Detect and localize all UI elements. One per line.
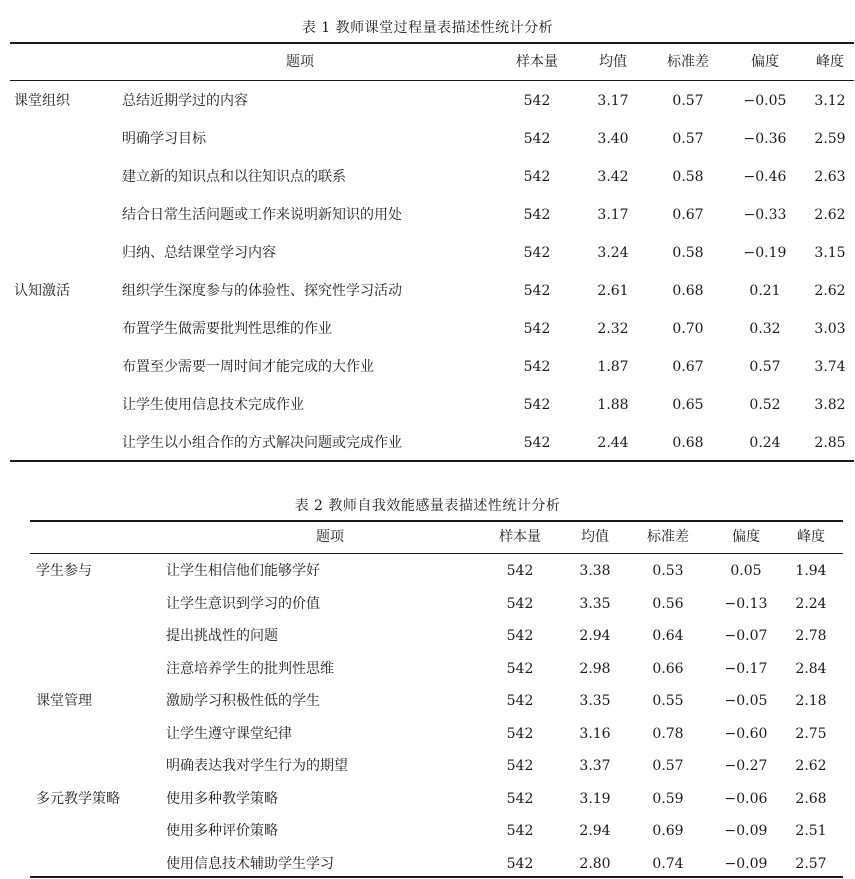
cell-sd: 0.58 xyxy=(672,169,704,185)
cell-mean: 2.94 xyxy=(579,628,611,644)
cell-sd: 0.70 xyxy=(672,321,704,337)
cell-mean: 2.32 xyxy=(597,321,629,337)
cell-skew: −0.46 xyxy=(743,169,787,185)
cell-kurt: 2.57 xyxy=(795,855,827,872)
header-kurt: 峰度 xyxy=(816,54,844,70)
cell-n: 542 xyxy=(506,823,534,839)
row-group-label: 认知激活 xyxy=(14,283,70,299)
cell-kurt: 2.24 xyxy=(795,595,827,612)
table-row xyxy=(0,319,855,339)
row-item-label: 让学生使用信息技术完成作业 xyxy=(122,397,304,413)
cell-mean: 1.88 xyxy=(597,397,629,413)
cell-kurt: 2.51 xyxy=(795,823,827,839)
table-row xyxy=(0,789,855,809)
table-row xyxy=(0,433,855,453)
row-item-label: 结合日常生活问题或工作来说明新知识的用处 xyxy=(122,207,402,223)
cell-kurt: 3.12 xyxy=(814,93,846,109)
cell-n: 542 xyxy=(506,660,534,677)
row-group-label: 学生参与 xyxy=(36,563,92,579)
header-n: 样本量 xyxy=(499,529,541,545)
cell-skew: 0.52 xyxy=(749,397,781,413)
cell-n: 542 xyxy=(506,855,534,872)
cell-sd: 0.67 xyxy=(672,359,704,375)
row-item-label: 明确表达我对学生行为的期望 xyxy=(166,758,348,774)
row-item-label: 总结近期学过的内容 xyxy=(122,93,248,109)
cell-n: 542 xyxy=(506,563,534,579)
row-item-label: 提出挑战性的问题 xyxy=(166,628,278,644)
table-row xyxy=(0,724,855,744)
cell-n: 542 xyxy=(506,628,534,644)
row-item-label: 建立新的知识点和以往知识点的联系 xyxy=(122,169,346,185)
cell-sd: 0.53 xyxy=(652,563,684,579)
cell-kurt: 3.03 xyxy=(814,321,846,337)
cell-skew: −0.09 xyxy=(724,823,768,839)
row-item-label: 归纳、总结课堂学习内容 xyxy=(122,245,276,261)
cell-kurt: 2.62 xyxy=(814,207,846,223)
row-group-label: 课堂管理 xyxy=(36,693,92,709)
cell-mean: 3.38 xyxy=(579,563,611,579)
table2-bottom-rule xyxy=(30,876,843,878)
cell-mean: 3.17 xyxy=(597,207,629,223)
cell-n: 542 xyxy=(523,207,551,223)
cell-sd: 0.66 xyxy=(652,660,684,677)
cell-skew: −0.27 xyxy=(724,758,768,774)
cell-n: 542 xyxy=(523,245,551,261)
cell-mean: 3.40 xyxy=(597,131,629,147)
cell-mean: 3.42 xyxy=(597,169,629,185)
cell-kurt: 2.62 xyxy=(814,283,846,299)
header-mean: 均值 xyxy=(599,54,627,70)
header-skew: 偏度 xyxy=(732,529,760,545)
cell-mean: 2.44 xyxy=(597,435,629,451)
cell-sd: 0.68 xyxy=(672,435,704,451)
cell-n: 542 xyxy=(523,131,551,147)
header-item: 题项 xyxy=(286,54,314,70)
table-row xyxy=(0,594,855,614)
table-row xyxy=(0,756,855,776)
cell-skew: 0.32 xyxy=(749,321,781,337)
table-row xyxy=(0,129,855,149)
cell-n: 542 xyxy=(523,93,551,109)
cell-n: 542 xyxy=(506,758,534,774)
cell-n: 542 xyxy=(523,397,551,413)
table2-caption: 表 2 教师自我效能感量表描述性统计分析 xyxy=(294,498,561,514)
row-group-label: 课堂组织 xyxy=(14,93,70,109)
cell-skew: −0.13 xyxy=(724,595,768,612)
header-mean: 均值 xyxy=(581,529,609,545)
cell-n: 542 xyxy=(523,321,551,337)
table-row xyxy=(0,205,855,225)
table2-header-row xyxy=(0,527,855,547)
cell-mean: 3.16 xyxy=(579,725,611,742)
cell-kurt: 2.85 xyxy=(814,435,846,451)
cell-skew: −0.07 xyxy=(724,628,768,644)
cell-sd: 0.59 xyxy=(652,790,684,807)
table-row xyxy=(0,691,855,711)
row-item-label: 激励学习积极性低的学生 xyxy=(166,693,320,709)
cell-mean: 3.24 xyxy=(597,245,629,261)
table1-header-rule xyxy=(10,80,854,81)
cell-mean: 2.61 xyxy=(597,283,629,299)
table1-caption: 表 1 教师课堂过程量表描述性统计分析 xyxy=(301,20,554,36)
cell-n: 542 xyxy=(523,283,551,299)
cell-sd: 0.64 xyxy=(652,628,684,644)
table-row xyxy=(0,167,855,187)
cell-sd: 0.69 xyxy=(652,823,684,839)
cell-skew: −0.09 xyxy=(724,855,768,872)
header-skew: 偏度 xyxy=(751,54,779,70)
row-item-label: 注意培养学生的批判性思维 xyxy=(166,660,334,677)
cell-sd: 0.56 xyxy=(652,595,684,612)
cell-sd: 0.74 xyxy=(652,855,684,872)
cell-skew: −0.19 xyxy=(743,245,787,261)
cell-sd: 0.57 xyxy=(652,758,684,774)
cell-kurt: 3.82 xyxy=(814,397,846,413)
row-item-label: 让学生相信他们能够学好 xyxy=(166,563,320,579)
cell-skew: −0.17 xyxy=(724,660,768,677)
row-item-label: 让学生意识到学习的价值 xyxy=(166,595,320,612)
cell-sd: 0.68 xyxy=(672,283,704,299)
header-kurt: 峰度 xyxy=(797,529,825,545)
cell-kurt: 2.78 xyxy=(795,628,827,644)
cell-sd: 0.55 xyxy=(652,693,684,709)
cell-mean: 1.87 xyxy=(597,359,629,375)
cell-sd: 0.57 xyxy=(672,131,704,147)
row-item-label: 布置至少需要一周时间才能完成的大作业 xyxy=(122,359,374,375)
cell-sd: 0.58 xyxy=(672,245,704,261)
header-sd: 标准差 xyxy=(647,529,689,545)
cell-mean: 2.98 xyxy=(579,660,611,677)
cell-skew: −0.05 xyxy=(724,693,768,709)
cell-kurt: 2.62 xyxy=(795,758,827,774)
row-item-label: 使用多种评价策略 xyxy=(166,823,278,839)
table1-bottom-rule xyxy=(10,460,854,462)
cell-skew: 0.57 xyxy=(749,359,781,375)
table-row xyxy=(0,659,855,679)
table-row xyxy=(0,91,855,111)
table2-header-rule xyxy=(30,553,843,554)
row-item-label: 使用多种教学策略 xyxy=(166,790,278,807)
cell-sd: 0.65 xyxy=(672,397,704,413)
cell-mean: 3.19 xyxy=(579,790,611,807)
cell-mean: 3.37 xyxy=(579,758,611,774)
row-item-label: 布置学生做需要批判性思维的作业 xyxy=(122,321,332,337)
table-row xyxy=(0,854,855,874)
cell-sd: 0.67 xyxy=(672,207,704,223)
table1-top-rule xyxy=(10,42,854,44)
cell-skew: −0.06 xyxy=(724,790,768,807)
cell-n: 542 xyxy=(506,790,534,807)
header-sd: 标准差 xyxy=(667,54,709,70)
cell-n: 542 xyxy=(506,693,534,709)
header-item: 题项 xyxy=(316,529,344,545)
cell-mean: 3.17 xyxy=(597,93,629,109)
cell-kurt: 1.94 xyxy=(795,563,827,579)
cell-n: 542 xyxy=(523,435,551,451)
cell-sd: 0.57 xyxy=(672,93,704,109)
cell-skew: 0.21 xyxy=(749,283,781,299)
table-row xyxy=(0,395,855,415)
row-item-label: 组织学生深度参与的体验性、探究性学习活动 xyxy=(122,283,402,299)
table-row xyxy=(0,281,855,301)
cell-n: 542 xyxy=(523,359,551,375)
table1-header-row xyxy=(0,52,855,72)
cell-skew: 0.05 xyxy=(730,563,762,579)
cell-kurt: 2.18 xyxy=(795,693,827,709)
cell-n: 542 xyxy=(506,595,534,612)
cell-kurt: 2.75 xyxy=(795,725,827,742)
header-n: 样本量 xyxy=(516,54,558,70)
cell-skew: −0.60 xyxy=(724,725,768,742)
table-row xyxy=(0,357,855,377)
cell-n: 542 xyxy=(523,169,551,185)
cell-kurt: 2.59 xyxy=(814,131,846,147)
cell-kurt: 2.84 xyxy=(795,660,827,677)
row-group-label: 多元教学策略 xyxy=(36,790,120,807)
row-item-label: 明确学习目标 xyxy=(122,131,206,147)
table-row xyxy=(0,243,855,263)
cell-skew: 0.24 xyxy=(749,435,781,451)
cell-mean: 2.80 xyxy=(579,855,611,872)
row-item-label: 让学生以小组合作的方式解决问题或完成作业 xyxy=(122,435,402,451)
cell-kurt: 2.68 xyxy=(795,790,827,807)
cell-skew: −0.36 xyxy=(743,131,787,147)
cell-mean: 2.94 xyxy=(579,823,611,839)
cell-n: 542 xyxy=(506,725,534,742)
row-item-label: 让学生遵守课堂纪律 xyxy=(166,725,292,742)
cell-skew: −0.05 xyxy=(743,93,787,109)
cell-sd: 0.78 xyxy=(652,725,684,742)
row-item-label: 使用信息技术辅助学生学习 xyxy=(166,855,334,872)
table-row xyxy=(0,821,855,841)
cell-kurt: 3.15 xyxy=(814,245,846,261)
table-row xyxy=(0,561,855,581)
cell-kurt: 2.63 xyxy=(814,169,846,185)
cell-mean: 3.35 xyxy=(579,595,611,612)
table2-top-rule xyxy=(30,520,843,522)
cell-skew: −0.33 xyxy=(743,207,787,223)
cell-kurt: 3.74 xyxy=(814,359,846,375)
table-row xyxy=(0,626,855,646)
cell-mean: 3.35 xyxy=(579,693,611,709)
